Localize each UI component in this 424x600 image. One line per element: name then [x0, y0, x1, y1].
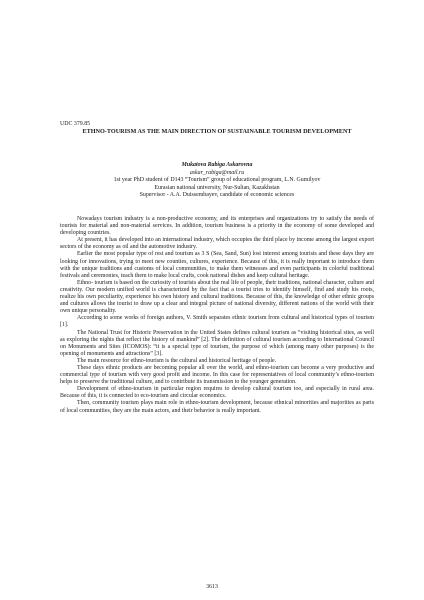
body-paragraph: Nowadays tourism industry is a non-productive economy, and its enterprises and organizations try to satisfy the needs of tourists for material and non-material services. In addition, tourism business is a priority in the economy of some developed and developing countries.	[60, 216, 374, 237]
author-university: Eurasian national university, Nur-Sultan, Kazakhstan	[154, 184, 280, 191]
body-paragraph: Development of ethno-tourism in particular region requires to develop cultural tourism too, and especially in rural area. Because of this, it is connected to eco-tourism and circular economics.	[60, 386, 374, 400]
author-block	[60, 162, 374, 200]
body-paragraph: The National Trust for Historic Preservation in the United States defines cultural tourism as “visiting historical sites, as well as exploring the nights that reflect the history of mankind” [2]. The definition of cultural tourism according to International Council on Monuments and Sites (ICOMOS): “it is a special type of tourism, the purpose of which (among many other purposes) is the opening of monuments and attractions” [3].	[60, 329, 374, 357]
author-email: askar_rabiga@mail.ru	[189, 169, 245, 176]
body-paragraph: At present, it has developed into an international industry, which occupies the third place by income among the largest export sectors of the economy as oil and the automotive industry.	[60, 237, 374, 251]
author-supervisor: Supervisor - A.A. Duissembayev, candidate of economic sciences	[139, 192, 295, 199]
article-body	[60, 216, 374, 415]
body-paragraph: Ethno- tourism is based on the curiosity of tourists about the real life of people, their traditions, national character, culture and creativity. Our modern unified world is characterized by the fact that a tourist tries to identify himself, find and study his roots, realize his own peculiarity, experience his own history and cultural traditions. Because of this, the knowledge of other ethnic groups and cultures allows the tourist to draw up a clear and integral picture of national diversity, different nations of the world with their own unique personality.	[60, 279, 374, 315]
body-paragraph: These days ethnic products are becoming popular all over the world, and ethno-tourism can become a very productive and commercial type of tourism with very good profit and income. In this case for representatives of local community’s ethno-tourism helps to preserve the traditional culture, and to contribute its transmission to the younger generation.	[60, 364, 374, 386]
author-position: 1st year PhD student of D143 “Tourism” group of educational program, L.N. Gumilyov	[113, 177, 321, 184]
body-paragraph: The main resource for ethno-tourism is the cultural and historical heritage of people.	[77, 357, 277, 364]
body-paragraph: Then, community tourism plays main role in ethno-tourism development, because ethnical minorities and majorities as parts of local communities, they are the main actors, and their behavior is really important.	[60, 400, 374, 414]
page-number: 3613	[206, 584, 218, 590]
udc-code: UDC 379.85	[60, 121, 91, 127]
body-paragraph: Earlier the most popular type of rest and tourism as 3 S (Sea, Sand, Sun) lost interest among tourists and these days they are looking for innovations, trying to meet new counties, cultures, experience. Because of this, it is really important to introduce them with the unique traditions and customs of local communities, to make them witnesses and even participants in colorful traditional festivals and ceremonies, teach them to make local crafts, cook national dishes and keep cultural heritage.	[60, 251, 374, 279]
paper-title: ETHNO-TOURISM AS THE MAIN DIRECTION OF SUSTAINABLE TOURISM DEVELOPMENT	[82, 128, 352, 135]
author-name: Mukatova Rabiga Askarovna	[181, 162, 253, 168]
body-paragraph: According to some works of foreign authors, V. Smith separates ethnic tourism from cultural and historical types of tourism [1].	[60, 315, 374, 329]
